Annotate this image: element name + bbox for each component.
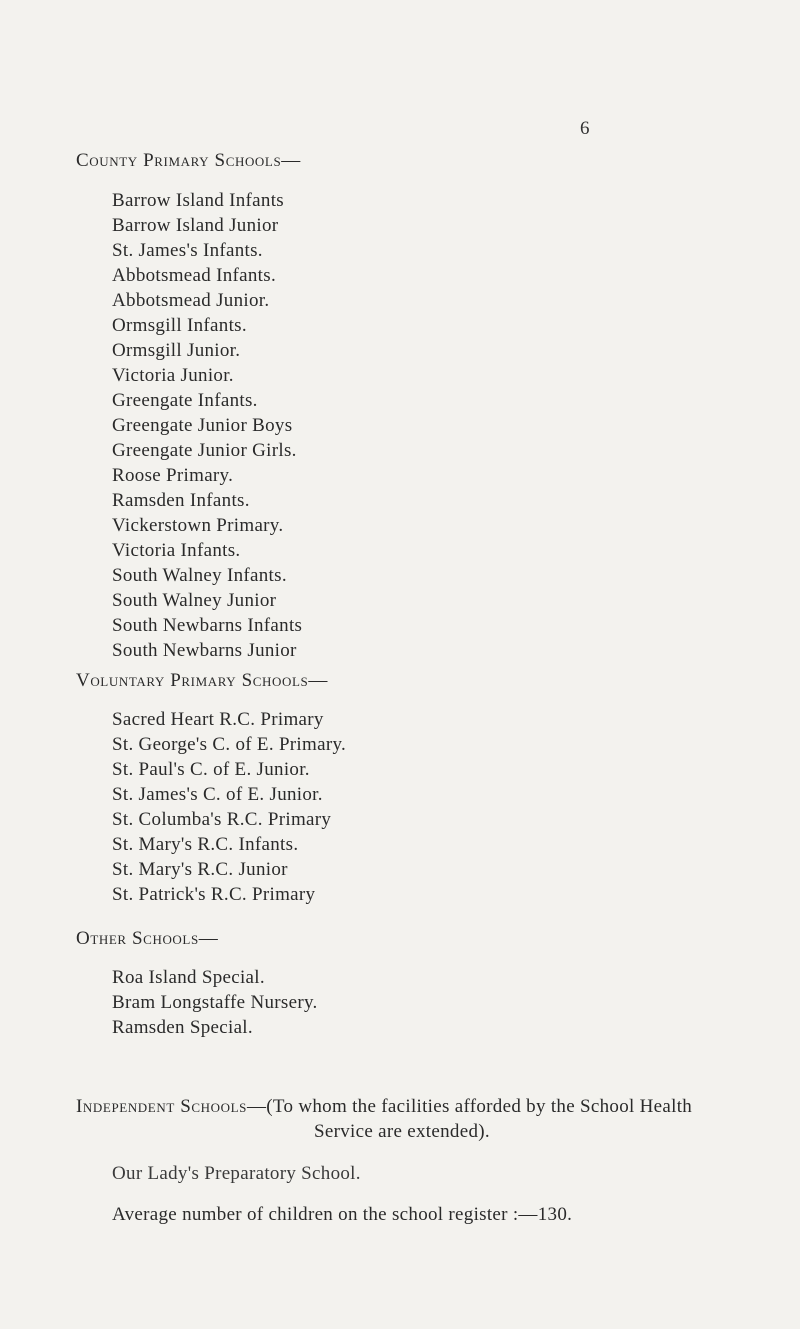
school-list-item: St. Patrick's R.C. Primary bbox=[112, 884, 316, 905]
county-primary-list bbox=[112, 188, 302, 663]
independent-heading-note-continued: Service are extended). bbox=[314, 1121, 490, 1142]
school-list-item: Ramsden Infants. bbox=[112, 490, 250, 511]
school-list-item: Bram Longstaffe Nursery. bbox=[112, 992, 318, 1013]
county-primary-heading: County Primary Schools— bbox=[76, 150, 301, 171]
school-list-item: South Newbarns Junior bbox=[112, 640, 297, 661]
school-list-item: Roose Primary. bbox=[112, 465, 234, 486]
school-list-item: Sacred Heart R.C. Primary bbox=[112, 709, 324, 730]
voluntary-primary-list bbox=[112, 707, 346, 907]
school-list-item: Greengate Junior Boys bbox=[112, 415, 293, 436]
school-list-item: Vickerstown Primary. bbox=[112, 515, 284, 536]
average-children-note: Average number of children on the school register :—130. bbox=[112, 1204, 573, 1225]
independent-heading-note: —(To whom the facilities afforded by the School Health bbox=[247, 1096, 693, 1117]
voluntary-primary-heading: Voluntary Primary Schools— bbox=[76, 670, 328, 691]
school-list-item: St. George's C. of E. Primary. bbox=[112, 734, 347, 755]
other-schools-list bbox=[112, 965, 318, 1040]
school-list-item: Abbotsmead Junior. bbox=[112, 290, 270, 311]
school-list-item: St. Mary's R.C. Junior bbox=[112, 859, 288, 880]
school-list-item: St. Mary's R.C. Infants. bbox=[112, 834, 299, 855]
school-list-item: St. Paul's C. of E. Junior. bbox=[112, 759, 310, 780]
school-list-item: Ramsden Special. bbox=[112, 1017, 253, 1038]
independent-school-name: Our Lady's Preparatory School. bbox=[112, 1163, 361, 1184]
school-list-item: Roa Island Special. bbox=[112, 967, 265, 988]
school-list-item: South Walney Junior bbox=[112, 590, 277, 611]
school-list-item: Ormsgill Infants. bbox=[112, 315, 247, 336]
independent-schools-heading bbox=[76, 1096, 692, 1118]
school-list-item: Victoria Junior. bbox=[112, 365, 234, 386]
school-list-item: Abbotsmead Infants. bbox=[112, 265, 276, 286]
school-list-item: St. James's Infants. bbox=[112, 240, 263, 261]
school-list-item: South Newbarns Infants bbox=[112, 615, 303, 636]
school-list-item: St. James's C. of E. Junior. bbox=[112, 784, 323, 805]
school-list-item: St. Columba's R.C. Primary bbox=[112, 809, 332, 830]
other-schools-heading: Other Schools— bbox=[76, 928, 219, 949]
school-list-item: Greengate Junior Girls. bbox=[112, 440, 297, 461]
page-number: 6 bbox=[580, 118, 590, 139]
school-list-item: Victoria Infants. bbox=[112, 540, 241, 561]
school-list-item: Barrow Island Infants bbox=[112, 190, 284, 211]
school-list-item: South Walney Infants. bbox=[112, 565, 287, 586]
independent-heading-label: Independent Schools bbox=[76, 1096, 247, 1117]
school-list-item: Barrow Island Junior bbox=[112, 215, 279, 236]
school-list-item: Ormsgill Junior. bbox=[112, 340, 241, 361]
school-list-item: Greengate Infants. bbox=[112, 390, 258, 411]
